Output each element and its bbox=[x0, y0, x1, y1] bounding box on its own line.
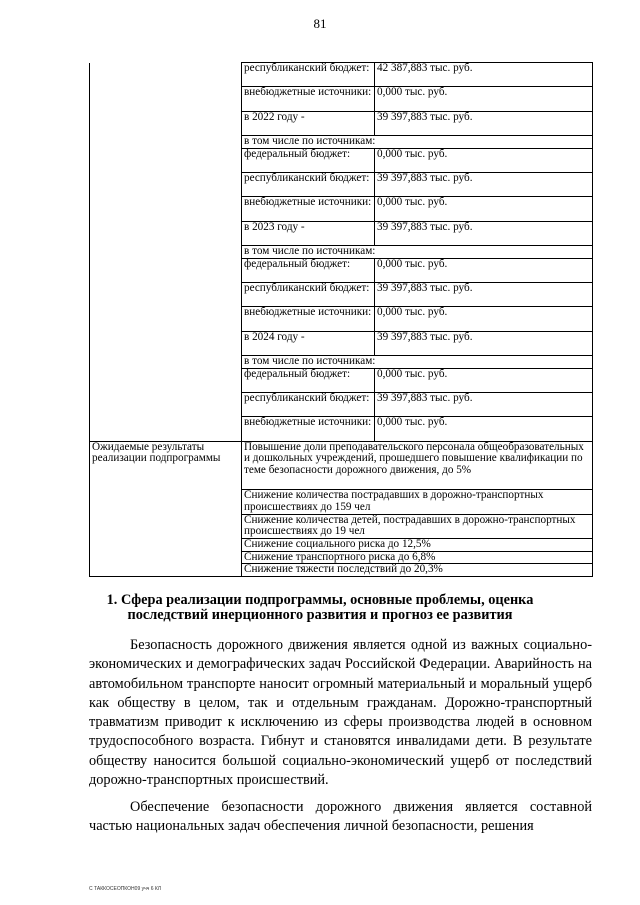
funding-row bbox=[90, 355, 593, 368]
funding-value: 0,000 тыс. руб. bbox=[375, 368, 593, 392]
expected-result-row bbox=[90, 441, 593, 490]
left-column-cell bbox=[90, 368, 242, 392]
funding-label: в 2023 году - bbox=[242, 221, 375, 245]
funding-value: 39 397,883 тыс. руб. bbox=[375, 392, 593, 416]
left-column-cell bbox=[90, 87, 242, 111]
passport-table-body bbox=[90, 63, 593, 577]
left-column-cell bbox=[90, 245, 242, 258]
left-column-cell bbox=[90, 417, 242, 441]
sources-subheader: в том числе по источникам: bbox=[242, 135, 593, 148]
expected-result-item: Снижение количества пострадавших в дорожно-транспортных происшествиях до 159 чел bbox=[242, 490, 593, 514]
funding-value: 0,000 тыс. руб. bbox=[375, 197, 593, 221]
funding-value: 39 397,883 тыс. руб. bbox=[375, 282, 593, 306]
funding-value: 0,000 тыс. руб. bbox=[375, 307, 593, 331]
funding-label: в 2022 году - bbox=[242, 111, 375, 135]
expected-result-row bbox=[90, 564, 593, 577]
sources-subheader: в том числе по источникам: bbox=[242, 355, 593, 368]
funding-label: в 2024 году - bbox=[242, 331, 375, 355]
funding-value: 0,000 тыс. руб. bbox=[375, 148, 593, 172]
left-column-cell bbox=[90, 148, 242, 172]
expected-result-item: Снижение количества детей, пострадавших в дорожно-транспортных происшествиях до 19 чел bbox=[242, 514, 593, 538]
funding-value: 42 387,883 тыс. руб. bbox=[375, 63, 593, 87]
left-column-cell bbox=[90, 538, 242, 551]
expected-result-row bbox=[90, 514, 593, 538]
funding-value: 0,000 тыс. руб. bbox=[375, 87, 593, 111]
left-column-cell bbox=[90, 392, 242, 416]
left-column-cell bbox=[90, 564, 242, 577]
funding-value: 39 397,883 тыс. руб. bbox=[375, 111, 593, 135]
funding-row bbox=[90, 111, 593, 135]
funding-value: 0,000 тыс. руб. bbox=[375, 417, 593, 441]
funding-label: внебюджетные источники: bbox=[242, 417, 375, 441]
expected-results-label: Ожидаемые результаты реализации подпрограммы bbox=[90, 441, 242, 490]
expected-result-item: Снижение транспортного риска до 6,8% bbox=[242, 551, 593, 564]
funding-value: 39 397,883 тыс. руб. bbox=[375, 221, 593, 245]
paragraph-1: Безопасность дорожного движения является одной из важных социально-экономических и демографических задач Российской Федерации. Аварийность на автомобильном транспорте наносит огромный материальный и моральный ущерб как обществу в целом, так и отдельным гражданам. Дорожно-транспортный травматизм приводит к исключению из сферы производства людей в основном трудоспособного возраста. Гибнут и становятся инвалидами дети. В результате обществу наносится большой социально-экономический ущерб от последствий дорожно-транспортных происшествий. bbox=[89, 637, 592, 789]
funding-row bbox=[90, 392, 593, 416]
paragraph-2: Обеспечение безопасности дорожного движения является составной частью национальных задач обеспечения личной безопасности, решения bbox=[89, 799, 592, 835]
left-column-cell bbox=[90, 490, 242, 514]
left-column-cell bbox=[90, 172, 242, 196]
left-column-cell bbox=[90, 135, 242, 148]
expected-result-row bbox=[90, 538, 593, 551]
funding-label: внебюджетные источники: bbox=[242, 87, 375, 111]
funding-row bbox=[90, 221, 593, 245]
funding-label: республиканский бюджет: bbox=[242, 392, 375, 416]
funding-row bbox=[90, 63, 593, 87]
funding-row bbox=[90, 135, 593, 148]
left-column-cell bbox=[90, 197, 242, 221]
funding-label: республиканский бюджет: bbox=[242, 282, 375, 306]
funding-label: федеральный бюджет: bbox=[242, 368, 375, 392]
left-column-cell bbox=[90, 258, 242, 282]
left-column-cell bbox=[90, 307, 242, 331]
expected-result-item: Снижение тяжести последствий до 20,3% bbox=[242, 564, 593, 577]
funding-label: федеральный бюджет: bbox=[242, 258, 375, 282]
left-column-cell bbox=[90, 551, 242, 564]
funding-row bbox=[90, 197, 593, 221]
funding-row bbox=[90, 245, 593, 258]
page-number: 81 bbox=[313, 16, 327, 31]
funding-label: федеральный бюджет: bbox=[242, 148, 375, 172]
funding-value: 39 397,883 тыс. руб. bbox=[375, 172, 593, 196]
funding-value: 0,000 тыс. руб. bbox=[375, 258, 593, 282]
left-column-cell bbox=[90, 111, 242, 135]
funding-label: республиканский бюджет: bbox=[242, 172, 375, 196]
left-column-cell bbox=[90, 355, 242, 368]
passport-table bbox=[89, 62, 593, 577]
funding-value: 39 397,883 тыс. руб. bbox=[375, 331, 593, 355]
funding-row bbox=[90, 307, 593, 331]
left-column-cell bbox=[90, 331, 242, 355]
funding-row bbox=[90, 368, 593, 392]
expected-result-row bbox=[90, 490, 593, 514]
expected-result-item: Повышение доли преподавательского персонала общеобразовательных и дошкольных учреждений, прошедшего повышение квалификации по теме безопасности дорожного движения, до 5% bbox=[242, 441, 593, 490]
expected-result-item: Снижение социального риска до 12,5% bbox=[242, 538, 593, 551]
left-column-cell bbox=[90, 221, 242, 245]
funding-row bbox=[90, 282, 593, 306]
funding-row bbox=[90, 417, 593, 441]
funding-row bbox=[90, 331, 593, 355]
left-column-cell bbox=[90, 63, 242, 87]
funding-label: внебюджетные источники: bbox=[242, 307, 375, 331]
left-column-cell bbox=[90, 282, 242, 306]
expected-result-row bbox=[90, 551, 593, 564]
funding-row bbox=[90, 148, 593, 172]
funding-label: республиканский бюджет: bbox=[242, 63, 375, 87]
sources-subheader: в том числе по источникам: bbox=[242, 245, 593, 258]
funding-row bbox=[90, 172, 593, 196]
left-column-cell bbox=[90, 514, 242, 538]
funding-label: внебюджетные источники: bbox=[242, 197, 375, 221]
funding-row bbox=[90, 87, 593, 111]
footer-stamp: С ТАККОСЕОПКОН09 учч 6 КЛ bbox=[89, 886, 162, 892]
section-heading: 1. Сфера реализации подпрограммы, основные проблемы, оценка последствий инерционного развития и прогноз ее развития bbox=[106, 592, 534, 623]
funding-row bbox=[90, 258, 593, 282]
